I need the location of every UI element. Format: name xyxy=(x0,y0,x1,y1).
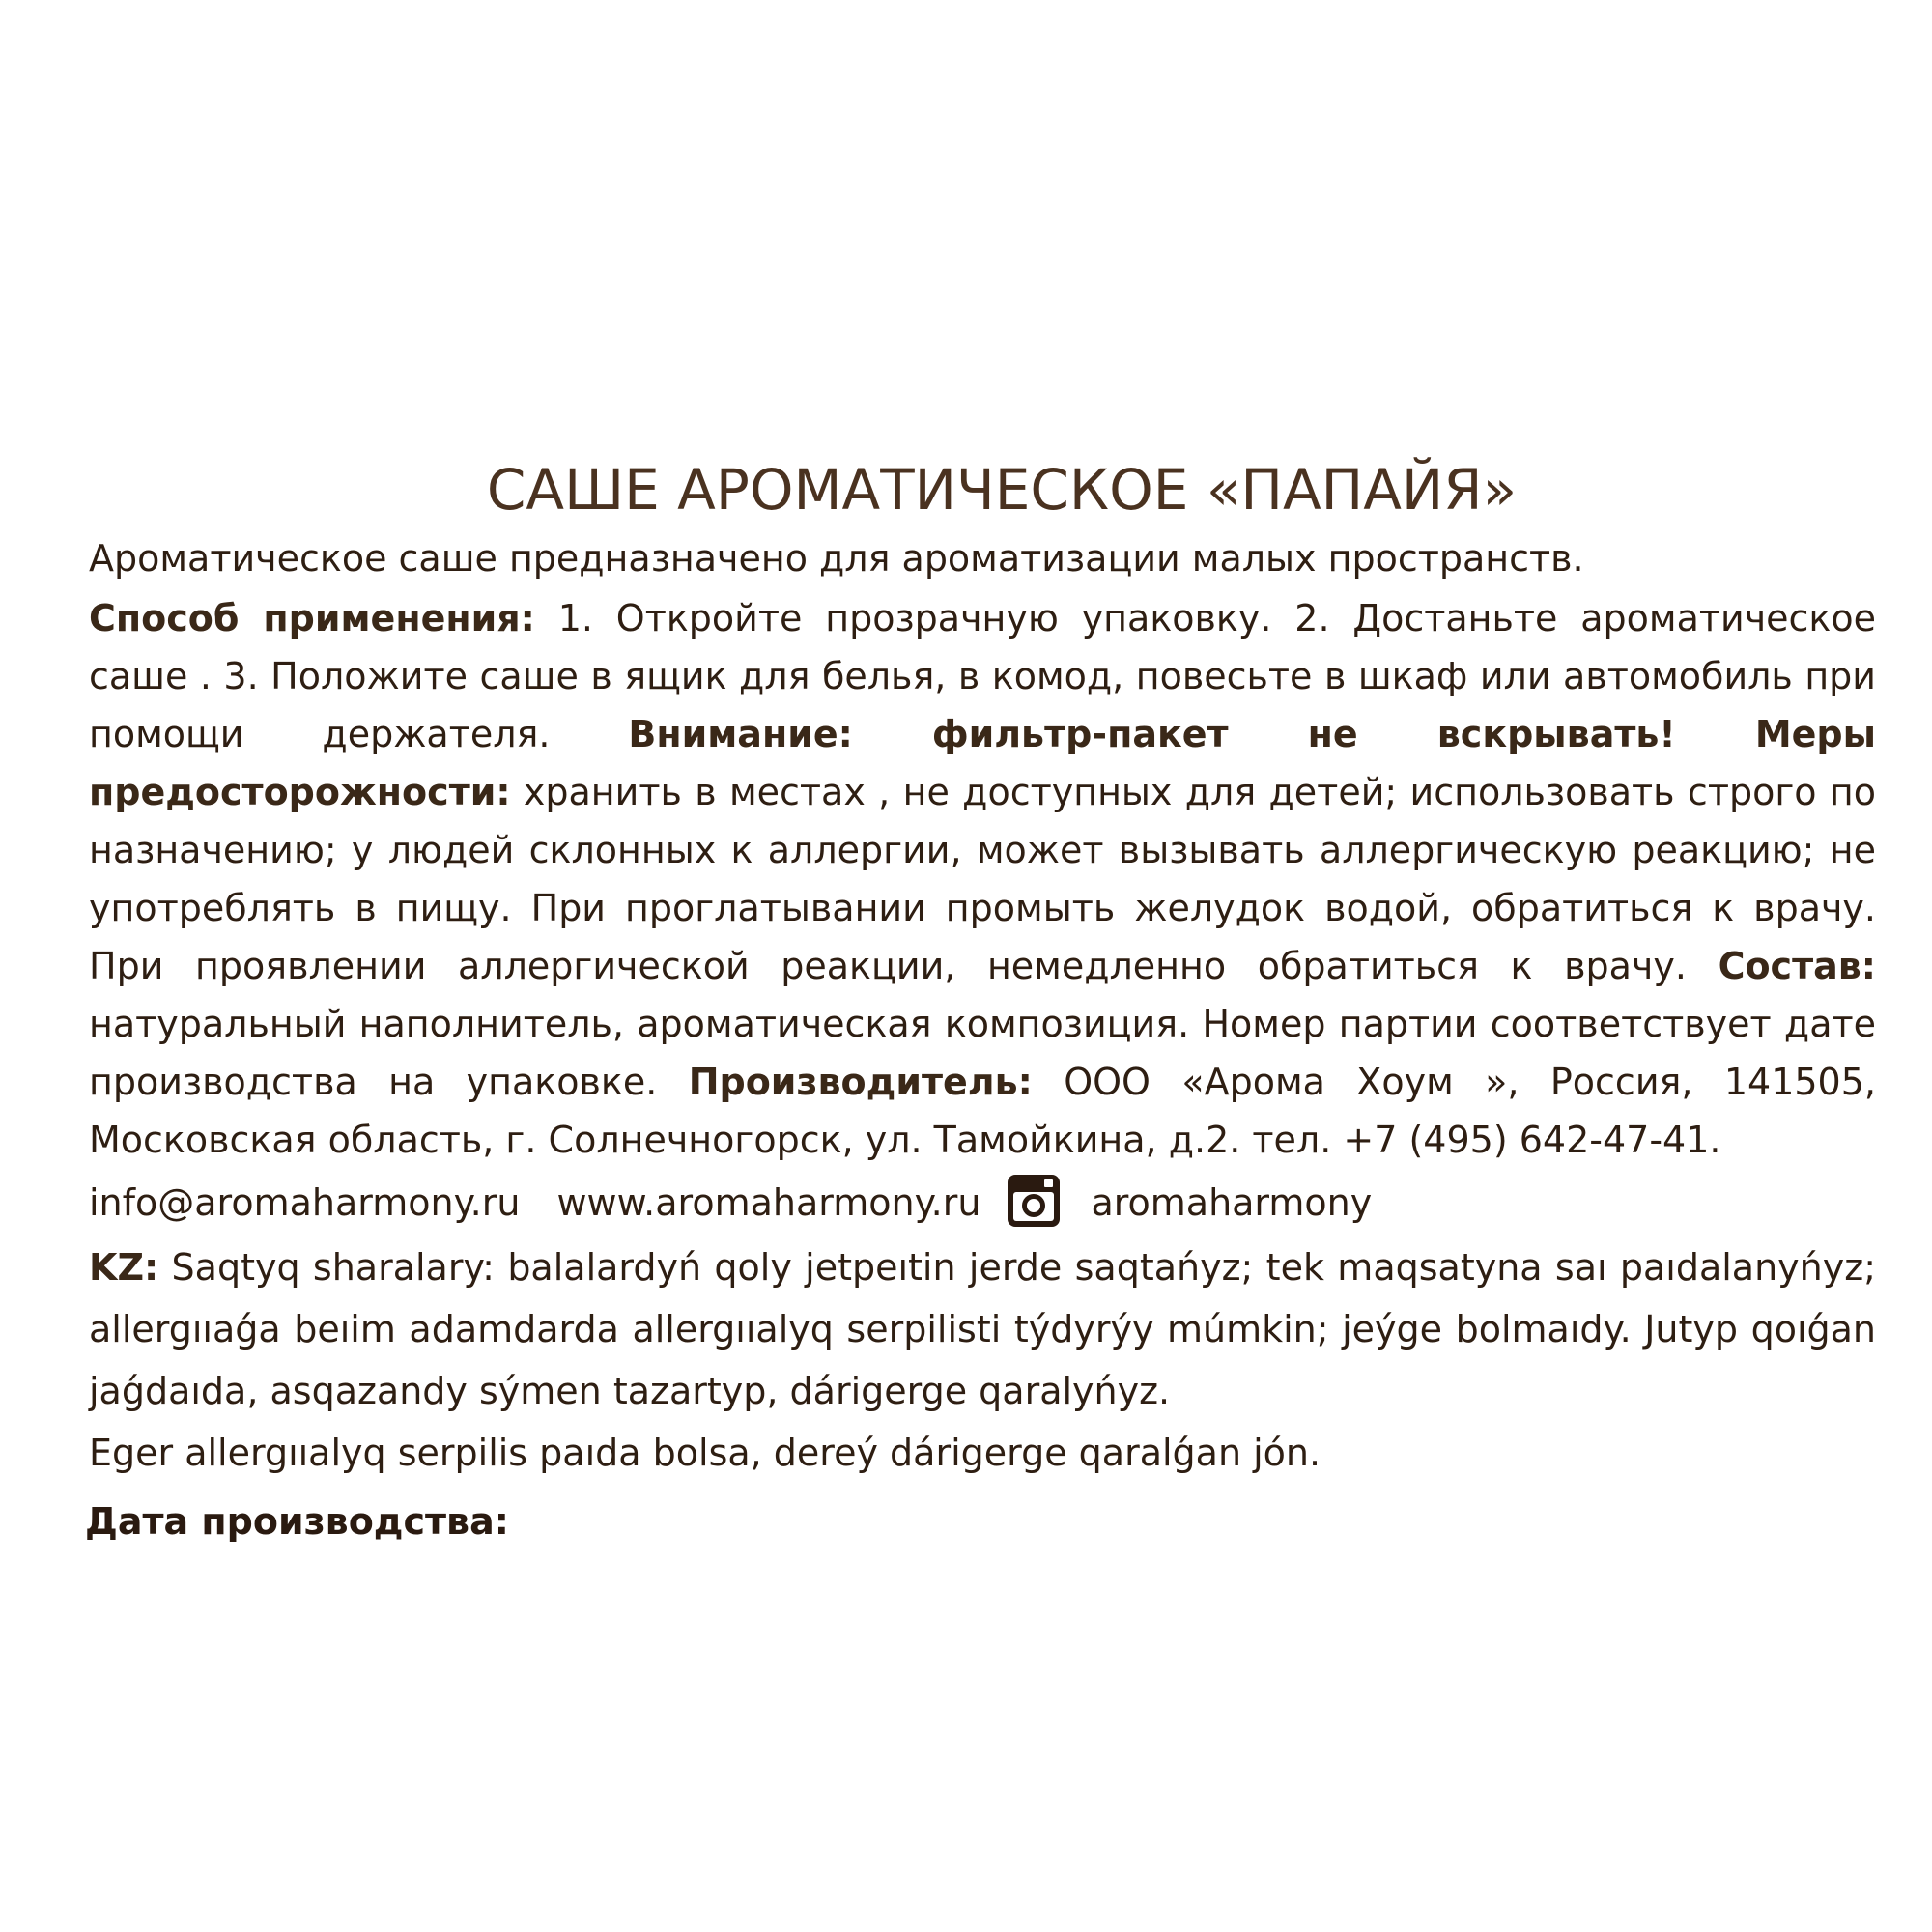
main-instructions xyxy=(89,589,1876,1169)
precautions-heading: Меры предосторожности: xyxy=(89,713,1876,813)
email-link[interactable]: info@aromaharmony.ru xyxy=(89,1181,521,1224)
kz-heading: KZ: xyxy=(89,1246,159,1289)
production-date-label: Дата производства: xyxy=(85,1500,509,1543)
instagram-handle[interactable]: aromaharmony xyxy=(1091,1181,1373,1224)
kz-text xyxy=(89,1236,1876,1422)
manufacturer-heading: Производитель: xyxy=(688,1061,1033,1103)
contacts-row xyxy=(89,1169,1876,1236)
product-label xyxy=(85,454,1877,1555)
composition-heading: Состав: xyxy=(1718,945,1876,987)
usage-heading: Способ применения: xyxy=(89,597,535,639)
product-title: САШЕ АРОМАТИЧЕСКОЕ «ПАПАЙЯ» xyxy=(486,457,1518,523)
manufacturer-text: ООО «Арома Хоум », Россия, 141505, Московская область, г. Солнечногорск, ул. Тамойкина, д.2. тел. +7 (495) 642-47-41. xyxy=(89,1061,1876,1161)
instagram-icon xyxy=(1006,1173,1065,1233)
kz-body: Saqtyq sharalary: balalardyń qoly jetpeıtin jerde saqtańyz; tek maqsatyna saı paıdalanyńyz; allergııaǵa beıim adamdarda allergııalyq serpilisti týdyrýy múmkin; jeýge bolmaıdy. Jutyp qoıǵan jaǵdaıda, asqazandy sýmen tazartyp, dárigerge qaralyńyz. xyxy=(89,1246,1876,1412)
website-link[interactable]: www.aromaharmony.ru xyxy=(556,1181,981,1224)
intro-text: Ароматическое саше предназначено для ароматизации малых пространств. xyxy=(89,537,1584,580)
usage-text: 1. Откройте прозрачную упаковку. 2. Достаньте ароматическое саше . 3. Положите саше в ящик для белья, в комод, повесьте в шкаф или автомобиль при помощи держателя. xyxy=(89,597,1877,755)
warning-text: Внимание: фильтр-пакет не вскрывать! xyxy=(628,713,1676,755)
composition-text: натуральный наполнитель, ароматическая композиция. Номер партии соответствует дате производства на упаковке. xyxy=(89,1003,1876,1103)
kz-last-line: Eger allergııalyq serpilis paıda bolsa, dereý dárigerge qaralǵan jón. xyxy=(89,1432,1321,1474)
precautions-text: хранить в местах , не доступных для детей; использовать строго по назначению; у людей склонных к аллергии, может вызывать аллергическую реакцию; не употреблять в пищу. При проглатывании промыть желудок водой, обратиться к врачу. При проявлении аллергической реакции, немедленно обратиться к врачу. xyxy=(89,771,1876,987)
